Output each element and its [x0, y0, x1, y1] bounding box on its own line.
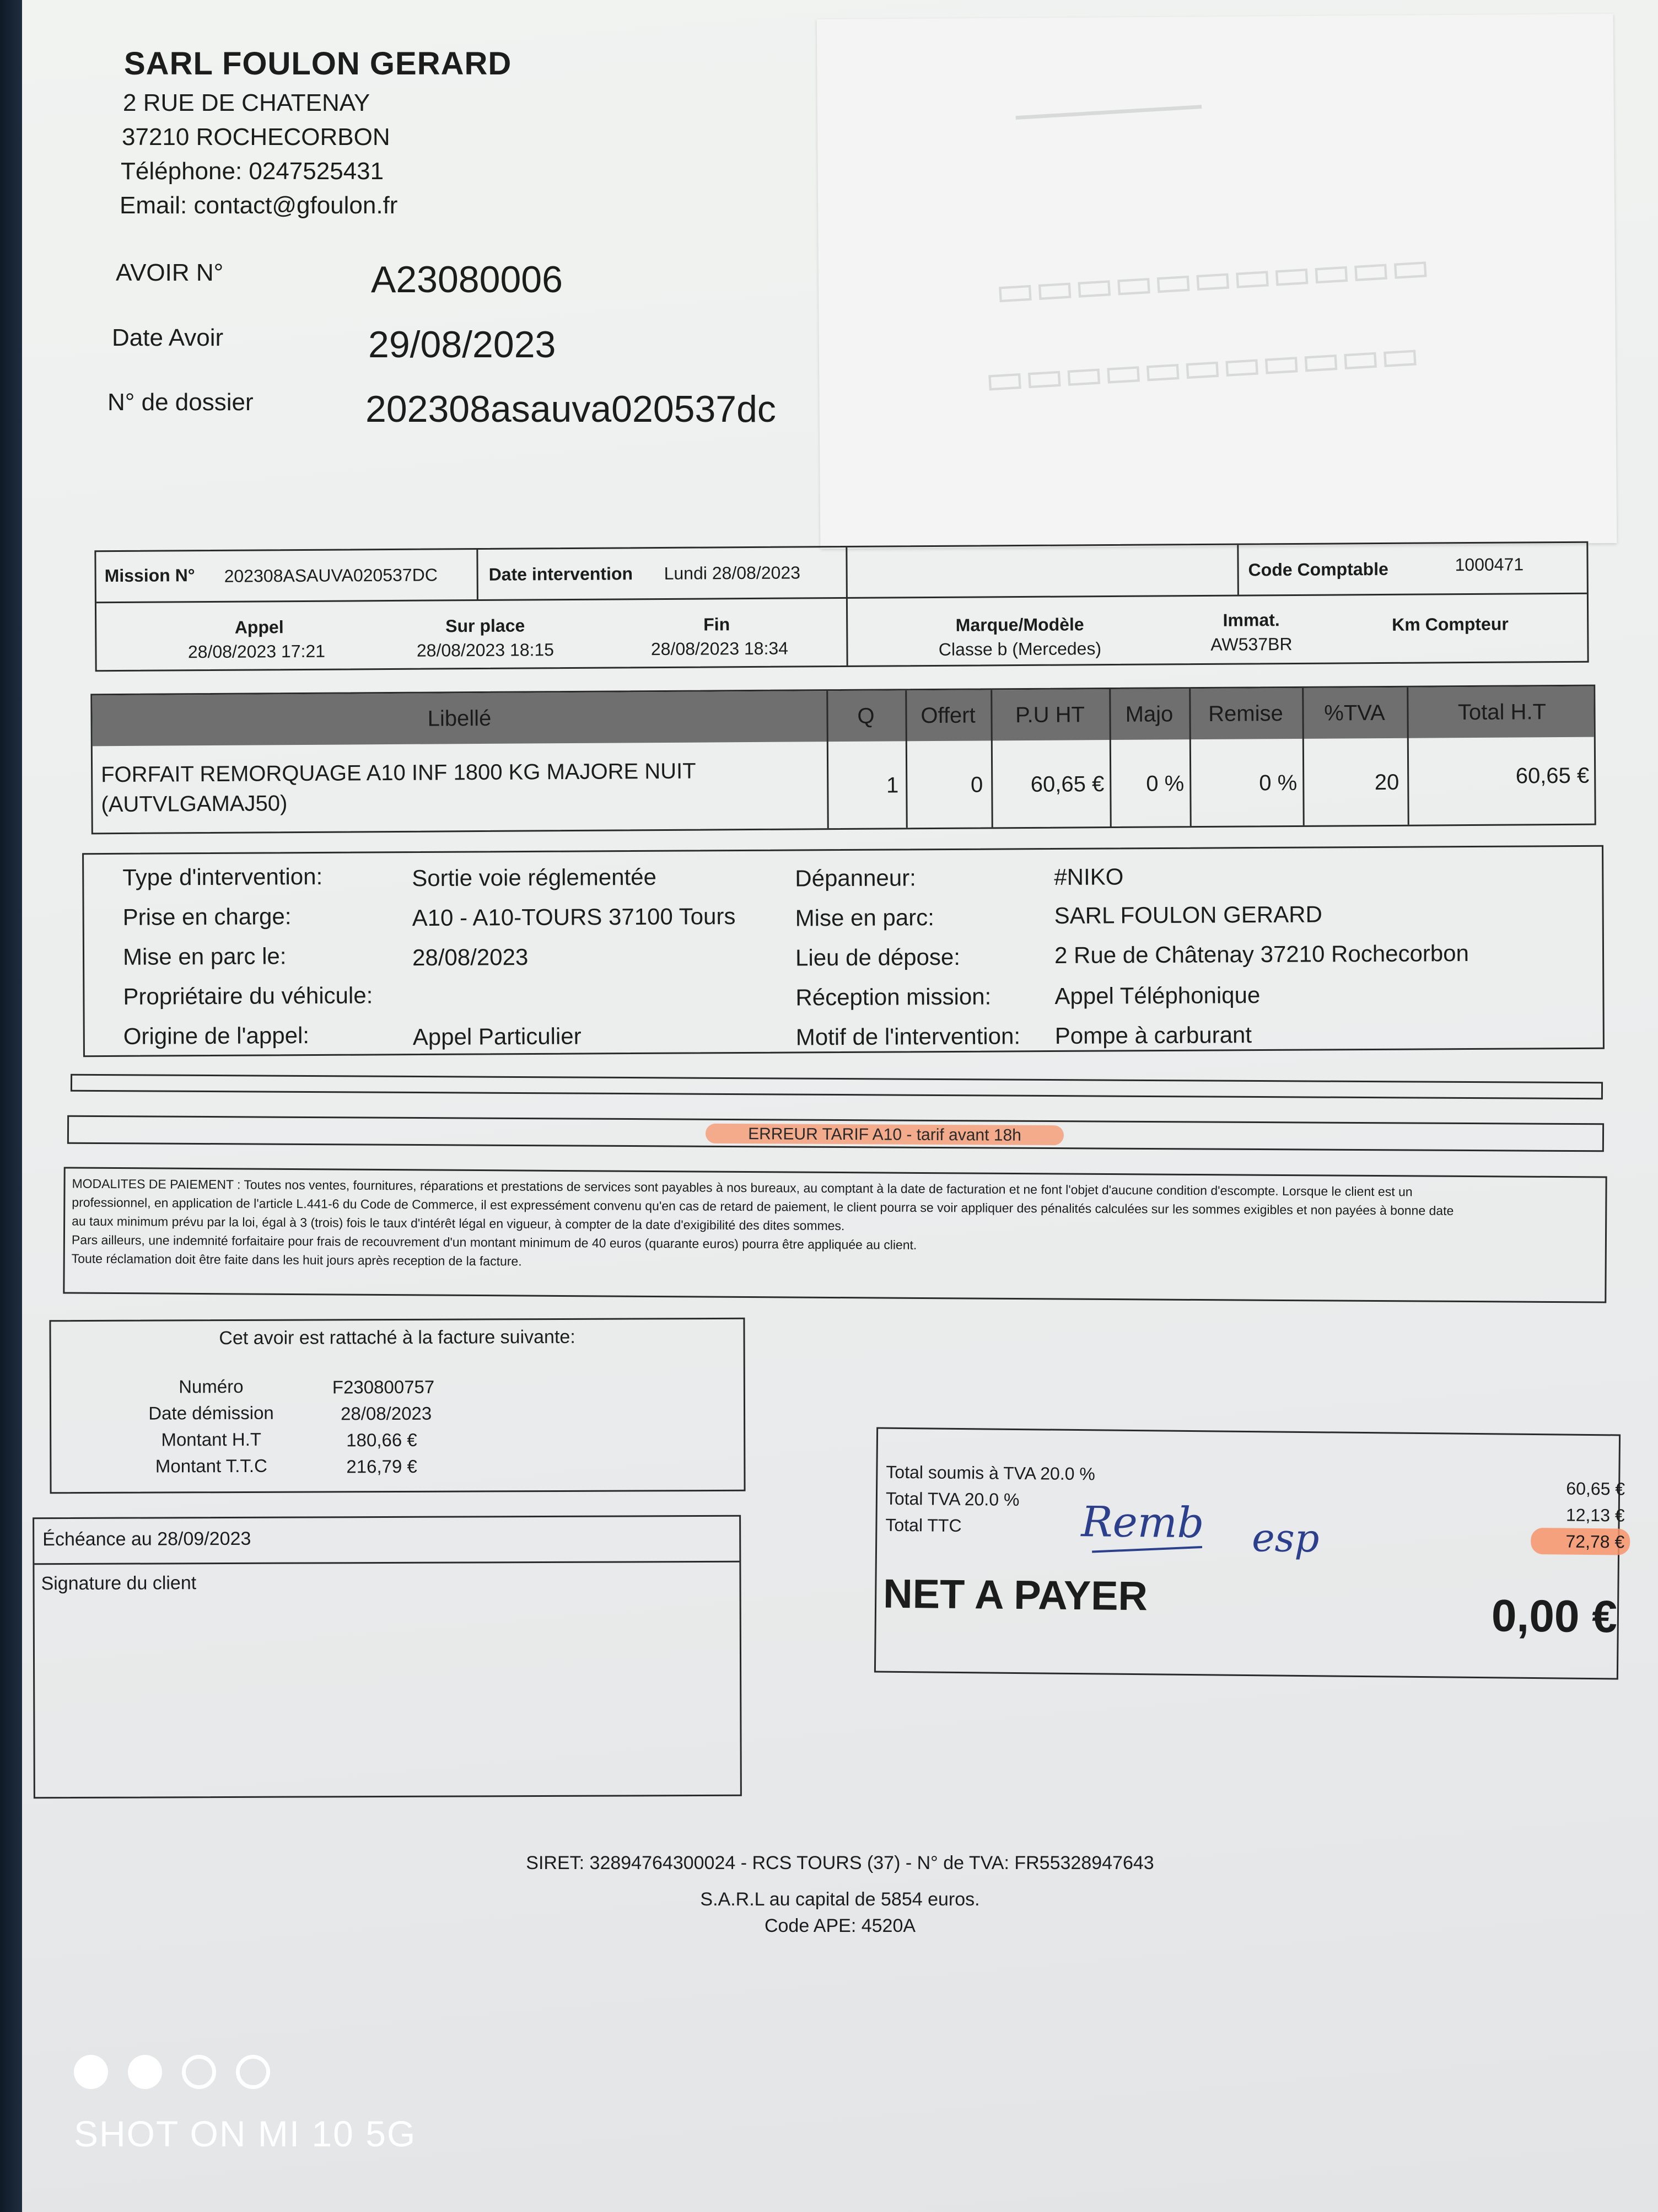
intervention-label: Réception mission: — [795, 983, 992, 1011]
linked-invoice-value: 28/08/2023 — [340, 1403, 432, 1424]
col-header-majo: Majo — [1125, 702, 1173, 727]
linked-invoice-label: Montant H.T — [161, 1429, 262, 1450]
echeance-box — [33, 1515, 742, 1798]
intervention-value: #NIKO — [1054, 863, 1124, 890]
payment-terms-box — [63, 1167, 1607, 1303]
note-text: ERREUR TARIF A10 - tarif avant 18h — [748, 1125, 1021, 1145]
col-header-total-ht: Total H.T — [1457, 700, 1547, 725]
appel-label: Appel — [234, 617, 284, 637]
surplace-label: Sur place — [445, 615, 525, 636]
echeance-divider — [34, 1561, 739, 1565]
watermark-dot — [74, 2055, 108, 2089]
intervention-value: Appel Téléphonique — [1054, 982, 1261, 1009]
linked-invoice-label: Montant T.T.C — [155, 1455, 267, 1477]
intervention-label: Lieu de dépose: — [795, 943, 961, 971]
note-box — [67, 1115, 1604, 1152]
mission-box — [94, 541, 1589, 672]
col-header-remise: Remise — [1208, 701, 1283, 726]
watermark-dot — [182, 2055, 216, 2089]
payment-terms-line: au taux minimum prévu par la loi, égal à 3 (trois) fois le taux d'intérêt légal en vigueur, à compter de la date d'exigibilité des dites sommes. — [72, 1214, 845, 1233]
dossier-label: N° de dossier — [107, 389, 254, 416]
payment-terms-line: professionnel, en application de l'article L.441-6 du Code de Commerce, il est expressément convenu qu'en cas de retard de paiement, le client pourra se voir appliquer des pénalités calculées sur les sommes exigibles et non payées à bonne date — [72, 1195, 1454, 1218]
dossier-number: 202308asauva020537dc — [365, 388, 776, 430]
linked-invoice-value: 180,66 € — [346, 1429, 417, 1451]
company-address-2: 37210 ROCHECORBON — [122, 124, 390, 151]
total-label: Total TTC — [885, 1515, 962, 1536]
immat-value: AW537BR — [1210, 634, 1293, 654]
net-a-payer-value: 0,00 € — [1491, 1591, 1618, 1642]
company-phone: Téléphone: 0247525431 — [121, 158, 384, 185]
intervention-value: A10 - A10-TOURS 37100 Tours — [412, 903, 736, 931]
item-majo: 0 % — [1146, 771, 1185, 796]
handwritten-note: esp — [1251, 1515, 1320, 1561]
avoir-label: AVOIR N° — [116, 259, 224, 286]
total-value: 72,78 € — [1565, 1531, 1625, 1552]
total-value: 60,65 € — [1566, 1478, 1625, 1499]
intervention-label: Mise en parc: — [795, 904, 934, 931]
bleed-through-text: ▭▭▭▭▭▭▭▭▭▭▭ — [994, 242, 1431, 315]
linked-invoice-value: 216,79 € — [346, 1456, 417, 1477]
linked-invoice-label: Date démission — [148, 1402, 274, 1424]
document-page — [22, 0, 1658, 2212]
company-email: Email: contact@gfoulon.fr — [120, 192, 398, 219]
col-header-q: Q — [857, 704, 875, 728]
linked-invoice-box — [49, 1318, 745, 1494]
echeance-title: Échéance au 28/09/2023 — [42, 1528, 251, 1550]
item-libelle-line1: FORFAIT REMORQUAGE A10 INF 1800 KG MAJORE NUIT — [101, 759, 696, 787]
footer-siret: SIRET: 32894764300024 - RCS TOURS (37) - N° de TVA: FR55328947643 — [526, 1853, 1154, 1873]
appel-value: 28/08/2023 17:21 — [187, 641, 326, 662]
intervention-value: 28/08/2023 — [412, 943, 529, 971]
fin-value: 28/08/2023 18:34 — [650, 638, 789, 659]
footer-ape: Code APE: 4520A — [764, 1915, 916, 1936]
totals-box — [874, 1427, 1625, 1680]
marque-label: Marque/Modèle — [955, 614, 1084, 635]
col-header-tva: %TVA — [1324, 700, 1385, 726]
handwritten-note: Remb — [1081, 1497, 1204, 1548]
intervention-value: 2 Rue de Châtenay 37210 Rochecorbon — [1054, 940, 1469, 968]
col-header-offert: Offert — [920, 703, 976, 728]
intervention-value: Sortie voie réglementée — [412, 863, 657, 892]
mission-divider — [476, 550, 478, 599]
item-total-ht: 60,65 € — [1515, 763, 1590, 788]
mission-number: 202308ASAUVA020537DC — [224, 565, 438, 586]
footer-capital: S.A.R.L au capital de 5854 euros. — [700, 1889, 980, 1910]
date-avoir-label: Date Avoir — [112, 324, 224, 351]
intervention-box — [82, 845, 1605, 1057]
item-offert: 0 — [970, 772, 983, 797]
marque-value: Classe b (Mercedes) — [938, 638, 1102, 659]
date-intervention-value: Lundi 28/08/2023 — [664, 562, 801, 583]
immat-label: Immat. — [1223, 610, 1280, 630]
fin-label: Fin — [703, 614, 730, 635]
item-tva: 20 — [1374, 770, 1399, 795]
avoir-number: A23080006 — [371, 259, 563, 300]
mission-label: Mission N° — [104, 565, 195, 586]
intervention-label: Motif de l'intervention: — [795, 1023, 1021, 1050]
date-avoir-value: 29/08/2023 — [368, 324, 556, 366]
camera-watermark-text: SHOT ON MI 10 5G — [74, 2113, 417, 2154]
net-a-payer-label: NET A PAYER — [882, 1570, 1148, 1619]
item-pu-ht: 60,65 € — [1030, 772, 1105, 797]
payment-terms-line: Toute réclamation doit être faite dans les huit jours après reception de la facture. — [71, 1251, 522, 1269]
date-intervention-label: Date intervention — [488, 563, 633, 584]
linked-invoice-value: F230800757 — [332, 1376, 435, 1398]
bleed-through-text: ━━━━━━━━━━━━━━ — [1015, 95, 1203, 131]
linked-invoice-title: Cet avoir est rattaché à la facture suivante: — [219, 1326, 575, 1349]
surplace-value: 28/08/2023 18:15 — [416, 640, 555, 661]
company-address-1: 2 RUE DE CHATENAY — [123, 89, 370, 116]
bleed-through-text: ▭▭▭▭▭▭▭▭▭▭▭ — [983, 330, 1421, 404]
company-name: SARL FOULON GERARD — [124, 46, 512, 82]
intervention-value: SARL FOULON GERARD — [1054, 901, 1322, 928]
overlapping-sheet — [817, 14, 1617, 549]
intervention-value: Pompe à carburant — [1054, 1022, 1252, 1049]
intervention-value: Appel Particulier — [412, 1023, 582, 1050]
item-libelle-line2: (AUTVLGAMAJ50) — [101, 791, 288, 817]
intervention-label: Mise en parc le: — [122, 943, 287, 970]
intervention-label: Dépanneur: — [795, 865, 916, 892]
watermark-dot — [236, 2055, 270, 2089]
total-label: Total soumis à TVA 20.0 % — [886, 1462, 1095, 1484]
handwritten-underline — [1092, 1546, 1202, 1553]
mission-divider — [96, 593, 1587, 604]
intervention-label: Type d'intervention: — [122, 863, 323, 890]
items-table — [90, 685, 1596, 835]
watermark-dot — [128, 2055, 162, 2089]
item-remise: 0 % — [1259, 770, 1298, 796]
code-comptable-value: 1000471 — [1455, 554, 1524, 575]
item-q: 1 — [886, 773, 899, 798]
col-header-pu-ht: P.U HT — [1015, 702, 1085, 728]
code-comptable-label: Code Comptable — [1248, 559, 1388, 580]
linked-invoice-label: Numéro — [179, 1376, 244, 1397]
intervention-label: Origine de l'appel: — [123, 1022, 310, 1049]
km-label: Km Compteur — [1392, 614, 1509, 635]
total-value: 12,13 € — [1565, 1505, 1625, 1526]
mission-divider — [846, 547, 848, 665]
mission-divider — [1237, 545, 1239, 595]
payment-terms-line: Pars ailleurs, une indemnité forfaitaire pour frais de recouvrement d'un montant minimum de 40 euros (quarante euros) pourra être appliquée au client. — [71, 1232, 917, 1252]
intervention-label: Prise en charge: — [122, 903, 292, 930]
intervention-label: Propriétaire du véhicule: — [123, 982, 373, 1010]
payment-terms-line: MODALITES DE PAIEMENT : Toutes nos ventes, fournitures, réparations et prestations de services sont payables à nos bureaux, au comptant à la date de facturation et ne font l'objet d'aucune condition d'escompte. Lorsque le client est un — [72, 1176, 1413, 1199]
total-label: Total TVA 20.0 % — [885, 1488, 1020, 1510]
col-header-libelle: Libellé — [427, 706, 492, 731]
empty-strip — [71, 1074, 1603, 1100]
signature-label: Signature du client — [41, 1572, 197, 1594]
